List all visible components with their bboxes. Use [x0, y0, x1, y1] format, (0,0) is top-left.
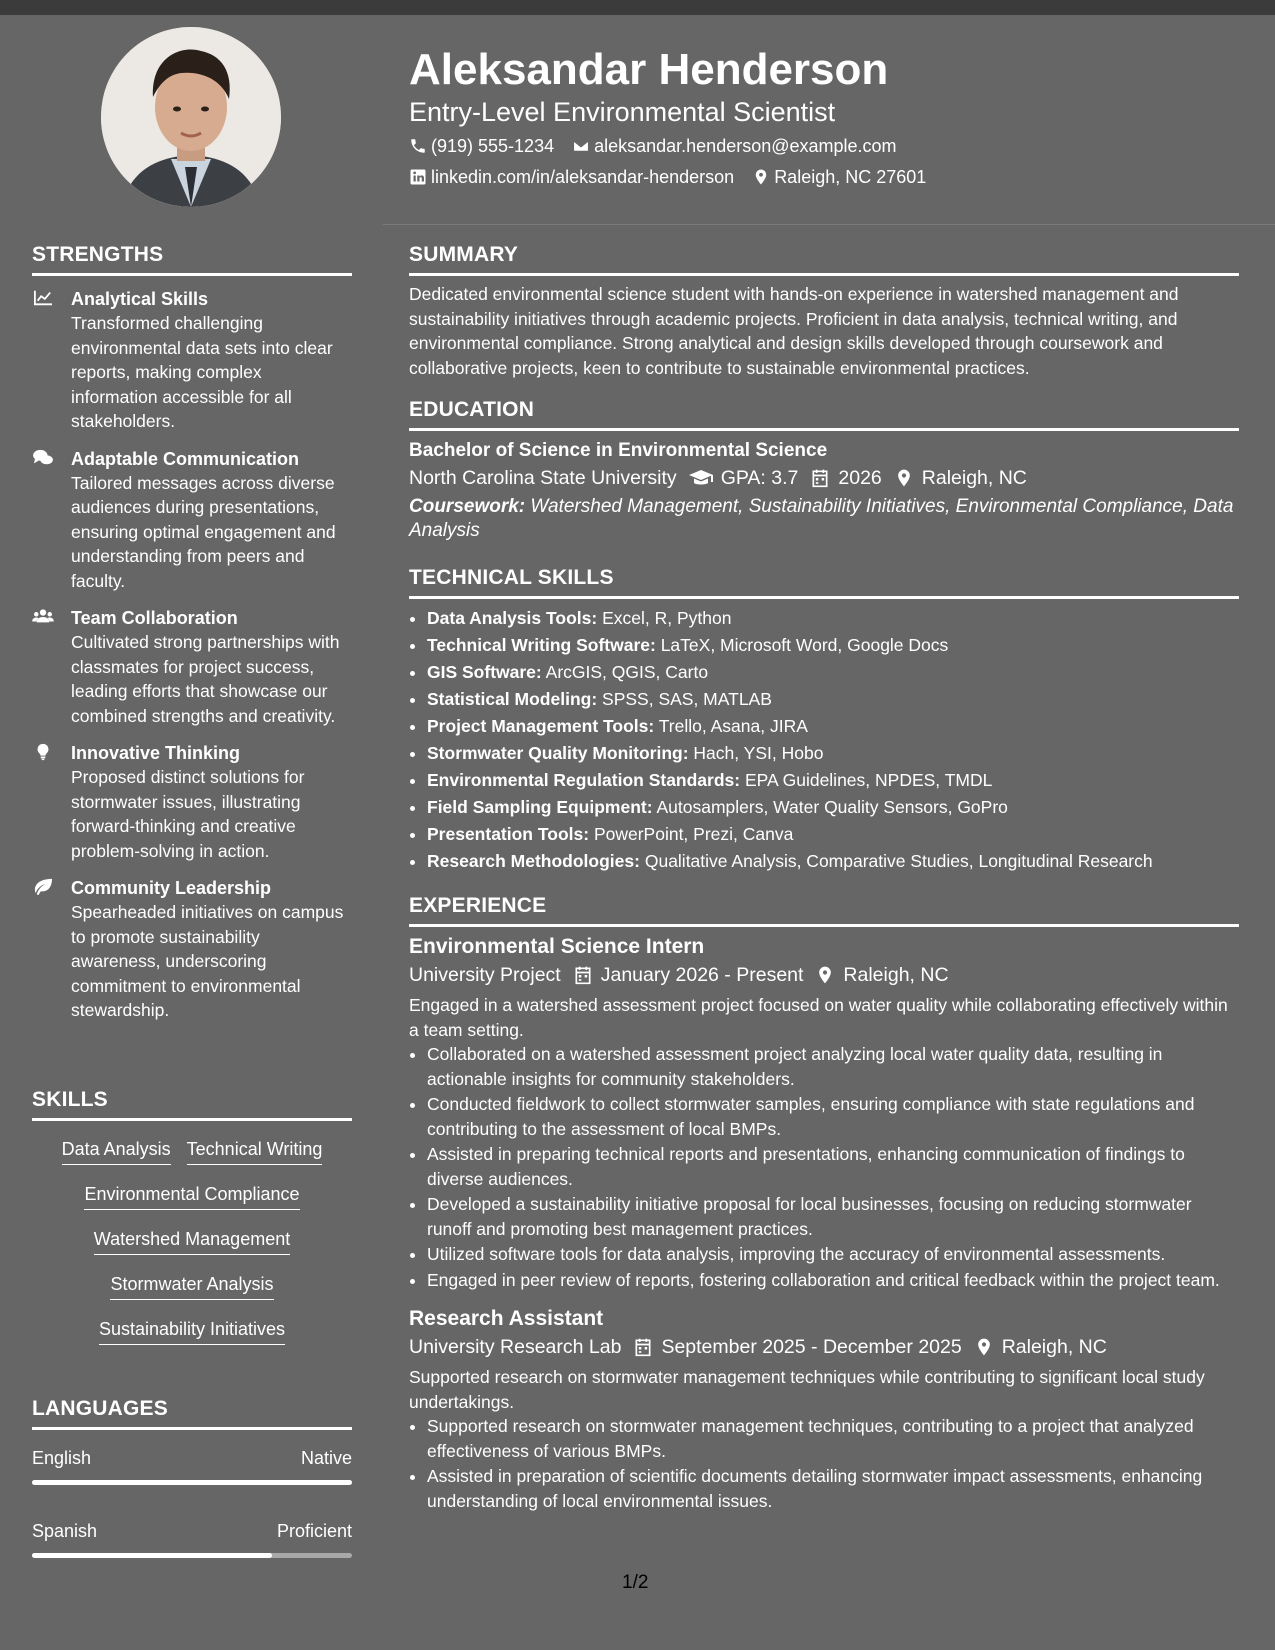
list-item	[427, 632, 1239, 659]
skill-value: Trello, Asana, JIRA	[658, 716, 808, 736]
map-marker-icon	[894, 468, 914, 488]
avatar	[101, 27, 281, 207]
summary-title: SUMMARY	[409, 243, 519, 266]
list-item	[427, 659, 1239, 686]
list-item: • Assisted in preparation of scientific documents detailing stormwater impact assessments, enhancing understanding of local environmental issues.	[427, 1464, 1239, 1513]
job-location: Raleigh, NC	[1001, 1336, 1107, 1358]
strength-item	[32, 287, 352, 434]
skills-row	[32, 1137, 352, 1165]
strength-title: Adaptable Communication	[71, 448, 300, 469]
skill-tag: Stormwater Analysis	[110, 1272, 273, 1300]
strength-desc: Cultivated strong partnerships with classmates for project success, leading efforts that showcase our combined strengths and creativity.	[71, 632, 340, 726]
summary-text: Dedicated environmental science student with hands-on experience in watershed management and sustainability initiatives through academic projects. Proficient in data analysis, technical writing, and environmental compliance. Strong analytical and design skills developed through coursework and collaborative projects, keen to contribute to sustainable environmental practices.	[409, 284, 1179, 378]
top-bar	[0, 0, 1275, 15]
skill-value: LaTeX, Microsoft Word, Google Docs	[660, 635, 949, 655]
linkedin-icon	[409, 168, 427, 186]
language-bar-fill	[32, 1553, 272, 1558]
language-level: Native	[300, 1448, 352, 1468]
technical-skills-section	[409, 565, 1239, 875]
list-item: • Engaged in peer review of reports, fostering collaboration and critical feedback within the project team.	[427, 1268, 1239, 1293]
language-item	[32, 1446, 352, 1485]
language-bar	[32, 1480, 352, 1485]
education-location: Raleigh, NC	[921, 467, 1027, 489]
skill-tag: Sustainability Initiatives	[99, 1317, 285, 1345]
job-entry	[409, 933, 1239, 1292]
list-item: • Developed a sustainability initiative proposal for local businesses, focusing on reducing stormwater runoff and promoting best management practices.	[427, 1192, 1239, 1241]
strength-item	[32, 606, 352, 728]
email-text: aleksandar.henderson@example.com	[594, 136, 897, 156]
job-location: Raleigh, NC	[843, 964, 949, 986]
job-meta	[409, 961, 1239, 989]
job-title: Research Assistant	[409, 1307, 604, 1330]
skill-value: Excel, R, Python	[602, 608, 732, 628]
list-item: • Assisted in preparing technical reports and presentations, enhancing communication of findings to diverse audiences.	[427, 1142, 1239, 1191]
phone-icon	[409, 137, 427, 155]
strength-desc: Spearheaded initiatives on campus to promote sustainability awareness, underscoring commitment to environmental stewardship.	[71, 902, 344, 1020]
map-marker-icon	[815, 965, 835, 985]
skill-label: Stormwater Quality Monitoring:	[427, 743, 689, 763]
gpa: GPA: 3.7	[720, 467, 799, 489]
job-org: University Research Lab	[409, 1336, 622, 1358]
list-item: • Conducted fieldwork to collect stormwater samples, ensuring compliance with state regulations and contributing to the assessment of local BMPs.	[427, 1092, 1239, 1141]
list-item	[427, 686, 1239, 713]
list-item	[427, 794, 1239, 821]
main-content	[409, 242, 1239, 1514]
education-section	[409, 397, 1239, 543]
language-name: Spanish	[32, 1521, 98, 1541]
experience-section	[409, 893, 1239, 1513]
experience-title: EXPERIENCE	[409, 894, 547, 917]
contact-linkedin[interactable]	[409, 165, 734, 189]
education-title: EDUCATION	[409, 398, 535, 421]
skill-label: Statistical Modeling:	[427, 689, 598, 709]
strengths-section	[32, 242, 352, 1023]
summary-section	[409, 242, 1239, 380]
linkedin-text: linkedin.com/in/aleksandar-henderson	[431, 167, 735, 187]
language-item	[32, 1519, 352, 1558]
coursework	[409, 495, 1239, 543]
contact-email[interactable]	[572, 134, 896, 158]
map-marker-icon	[974, 1337, 994, 1357]
strength-title: Analytical Skills	[71, 289, 209, 309]
skill-label: Research Methodologies:	[427, 851, 640, 871]
strength-desc: Tailored messages across diverse audiences during presentations, ensuring optimal engagement and understanding from peers and faculty.	[71, 472, 336, 591]
languages-title: LANGUAGES	[32, 1397, 168, 1420]
skill-tag: Technical Writing	[187, 1137, 323, 1165]
skill-value: ArcGIS, QGIS, Carto	[545, 662, 709, 682]
map-marker-icon	[752, 168, 770, 186]
list-item	[427, 767, 1239, 794]
technical-skills-title: TECHNICAL SKILLS	[409, 566, 614, 589]
strength-title: Community Leadership	[71, 878, 272, 898]
strengths-title: STRENGTHS	[32, 243, 164, 266]
job-dates: September 2025 - December 2025	[661, 1336, 962, 1358]
graduation-year: 2026	[838, 467, 882, 489]
education-meta	[409, 464, 1239, 492]
skills-row	[32, 1317, 352, 1345]
language-bar-fill	[32, 1480, 352, 1485]
skill-label: Presentation Tools:	[427, 824, 590, 844]
skills-title: SKILLS	[32, 1088, 108, 1111]
strength-item	[32, 447, 352, 594]
location-text: Raleigh, NC 27601	[774, 167, 927, 187]
skill-tag: Environmental Compliance	[84, 1182, 299, 1210]
list-item: • Collaborated on a watershed assessment project analyzing local water quality data, resulting in actionable insights for community stakeholders.	[427, 1042, 1239, 1091]
skills-section	[32, 1087, 352, 1345]
contact-location	[752, 165, 926, 189]
calendar-icon	[633, 1337, 653, 1357]
degree: Bachelor of Science in Environmental Science	[409, 440, 828, 461]
skill-value: EPA Guidelines, NPDES, TMDL	[744, 770, 993, 790]
list-item	[427, 605, 1239, 632]
skill-label: Technical Writing Software:	[427, 635, 656, 655]
list-item	[427, 848, 1239, 875]
candidate-name: Aleksandar Henderson	[409, 45, 889, 94]
comments-icon	[32, 449, 54, 467]
header-divider	[383, 224, 1275, 225]
page-indicator: 1/2	[622, 1572, 649, 1593]
job-dates: January 2026 - Present	[600, 964, 804, 986]
skills-row	[32, 1272, 352, 1300]
strength-desc: Proposed distinct solutions for stormwater issues, illustrating forward-thinking and creative problem-solving in action.	[71, 767, 305, 861]
list-item	[427, 713, 1239, 740]
skill-tag: Data Analysis	[62, 1137, 171, 1165]
technical-skills-list	[409, 605, 1239, 875]
skill-label: GIS Software:	[427, 662, 542, 682]
contact-row-2	[409, 165, 944, 189]
leaf-icon	[32, 878, 54, 896]
language-name: English	[32, 1448, 92, 1468]
skill-value: SPSS, SAS, MATLAB	[602, 689, 772, 709]
skills-row	[32, 1227, 352, 1255]
job-bullets	[409, 1414, 1239, 1513]
job-meta	[409, 1333, 1239, 1361]
skill-value: Hach, YSI, Hobo	[693, 743, 824, 763]
strength-item	[32, 876, 352, 1023]
lightbulb-icon	[32, 743, 54, 761]
strength-desc: Transformed challenging environmental data sets into clear reports, making complex information accessible for all stakeholders.	[71, 313, 333, 431]
chart-line-icon	[32, 289, 54, 307]
languages-section	[32, 1396, 352, 1558]
skill-label: Data Analysis Tools:	[427, 608, 598, 628]
skills-row	[32, 1182, 352, 1210]
list-item: • Supported research on stormwater management techniques, contributing to a project that analyzed effectiveness of various BMPs.	[427, 1414, 1239, 1463]
coursework-list: Watershed Management, Sustainability Initiatives, Environmental Compliance, Data Analysis	[409, 496, 1234, 541]
job-title: Environmental Science Intern	[409, 935, 705, 958]
skill-value: Autosamplers, Water Quality Sensors, GoPro	[656, 797, 1008, 817]
graduation-cap-icon	[689, 468, 713, 488]
skill-value: Qualitative Analysis, Comparative Studies, Longitudinal Research	[644, 851, 1153, 871]
job-entry	[409, 1305, 1239, 1513]
language-level: Proficient	[276, 1521, 352, 1541]
list-item	[427, 821, 1239, 848]
users-icon	[32, 608, 54, 626]
strength-item	[32, 741, 352, 863]
job-bullets	[409, 1042, 1239, 1292]
list-item: • Utilized software tools for data analysis, improving the accuracy of environmental assessments.	[427, 1242, 1239, 1267]
skill-label: Environmental Regulation Standards:	[427, 770, 741, 790]
sidebar	[32, 242, 352, 1023]
coursework-label: Coursework:	[409, 496, 526, 517]
contact-phone[interactable]	[409, 134, 554, 158]
strength-title: Team Collaboration	[71, 608, 238, 628]
skill-tag: Watershed Management	[94, 1227, 290, 1255]
calendar-icon	[573, 965, 593, 985]
skill-label: Project Management Tools:	[427, 716, 655, 736]
contact-row-1	[409, 134, 915, 158]
skill-value: PowerPoint, Prezi, Canva	[593, 824, 794, 844]
calendar-icon	[810, 468, 830, 488]
job-org: University Project	[409, 964, 561, 986]
phone-text: (919) 555-1234	[431, 136, 555, 156]
envelope-icon	[572, 137, 590, 155]
skill-label: Field Sampling Equipment:	[427, 797, 653, 817]
strength-title: Innovative Thinking	[71, 743, 241, 763]
job-summary: Supported research on stormwater management techniques while contributing to significant local study undertakings.	[409, 1367, 1205, 1412]
job-summary: Engaged in a watershed assessment project focused on water quality while collaborating effectively within a team setting.	[409, 995, 1228, 1040]
school-name: North Carolina State University	[409, 467, 677, 489]
list-item	[427, 740, 1239, 767]
candidate-role: Entry-Level Environmental Scientist	[409, 97, 836, 127]
language-bar	[32, 1553, 352, 1558]
